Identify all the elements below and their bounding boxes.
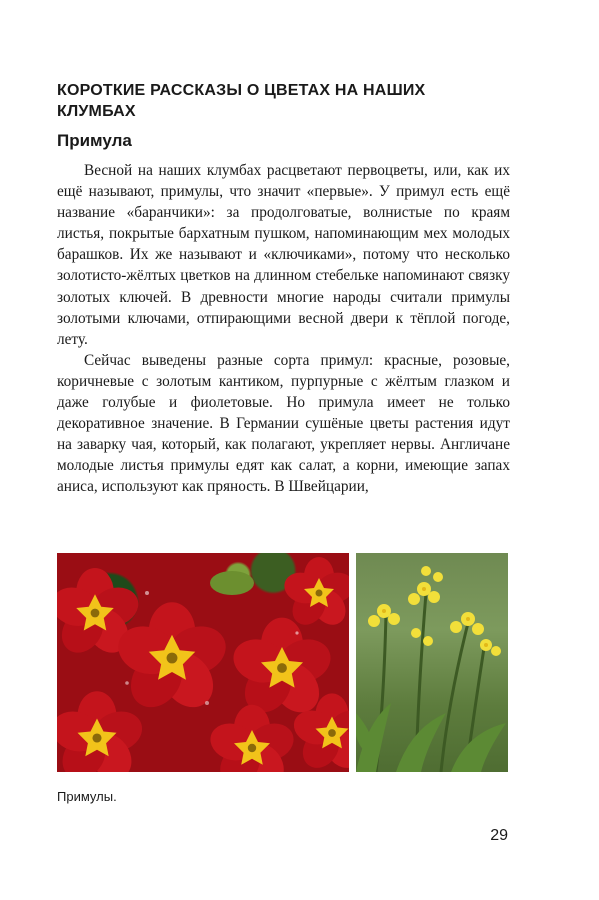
- page-number: 29: [490, 827, 508, 844]
- yellow-cowslip-photo: [356, 553, 508, 772]
- paragraph-1: Весной на наших клумбах расцветают первоцветы, или, как их ещё называют, примулы, что значит «первые». У примул есть ещё название «баранчики»: за продолговатые, волнистые по краям листья, покрытые бархатным пушком, напоминающим мех молодых барашков. Их же называют и «ключиками», потому что несколько золотисто-жёлтых цветков на длинном стебельке напоминают связку золотых ключей. В древности многие народы считали примулы золотыми ключами, отпирающими весной двери к тёплой погоде, лету.: [57, 162, 510, 348]
- red-primula-photo: [57, 553, 349, 772]
- yellow-cowslip-illustration: [356, 553, 508, 772]
- section-title: Примула: [57, 131, 132, 150]
- paragraph-2: Сейчас выведены разные сорта примул: красные, розовые, коричневые с золотым кантиком, пурпурные с жёлтым глазком и даже голубые и фиолетовые. Но примула имеет не только декоративное значение. В Германии сушёные цветы растения идут на заварку чая, который, как полагают, укрепляет нервы. Англичане молодые листья примулы едят как салат, а корни, имеющие запах аниса, используют как пряность. В Швейцарии,: [57, 351, 510, 496]
- body-text: [57, 160, 510, 498]
- chapter-title: КОРОТКИЕ РАССКАЗЫ О ЦВЕТАХ НА НАШИХ КЛУМБАХ: [57, 82, 426, 120]
- figure-caption: Примулы.: [57, 789, 117, 804]
- red-primula-flowers-illustration: [57, 553, 349, 772]
